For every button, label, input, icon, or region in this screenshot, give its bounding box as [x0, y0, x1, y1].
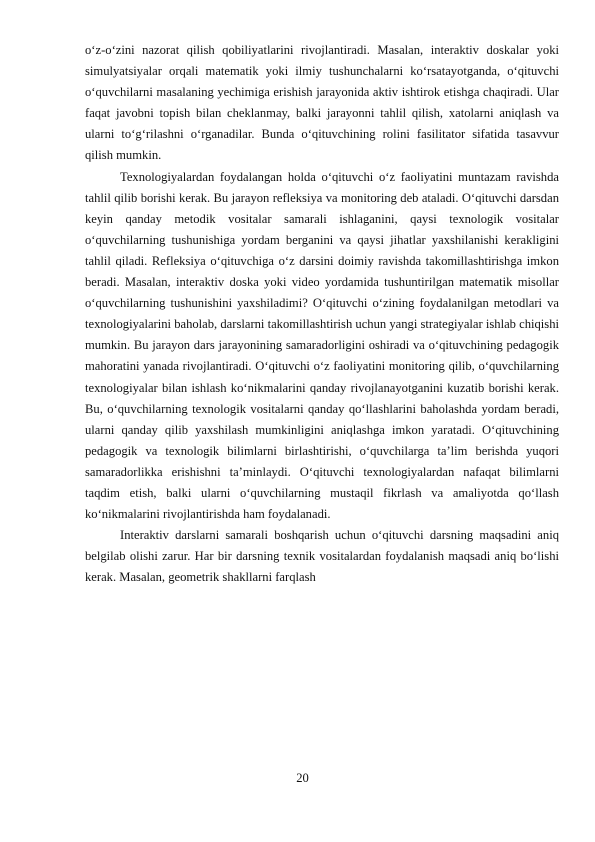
paragraph-continuation: o‘z-o‘zini nazorat qilish qobiliyatlarini rivojlantiradi. Masalan, interaktiv doskalar yoki simulyatsiyalar orqali matematik yoki ilmiy tushunchalarni ko‘rsatayotganda, o‘qituvchi o‘quvchilarni masalaning yechimiga erishish jarayonida aktiv ishtirok etishga chaqiradi. Ular faqat javobni topish bilan cheklanmay, balki jarayonni tahlil qilish, xatolarni aniqlash va ularni to‘g‘rilashni o‘rganadilar. Bunda o‘qituvchining rolini fasilitator sifatida tasavvur qilish mumkin.: [85, 43, 559, 163]
paragraph-interactive-lessons: Interaktiv darslarni samarali boshqarish uchun o‘qituvchi darsning maqsadini aniq belgilab olishi zarur. Har bir darsning texnik vositalardan foydalanish maqsadi aniq bo‘lishi kerak. Masalan, geometrik shakllarni farqlash: [85, 528, 559, 585]
paragraph-reflection-monitoring: Texnologiyalardan foydalangan holda o‘qituvchi o‘z faoliyatini muntazam ravishda tahlil qilib borishi kerak. Bu jarayon refleksiya va monitoring deb ataladi. O‘qituvchi darsdan keyin qanday metodik vositalar samarali ishlaganini, qaysi texnologik vositalar o‘quvchilarning tushunishiga yordam berganini va qaysi jihatlar yaxshilanishi kerakligini tahlil qiladi. Refleksiya o‘qituvchiga o‘z darsini doimiy ravishda takomillashtirishga imkon beradi. Masalan, interaktiv doska yoki video yordamida tushuntirilgan matematik misollar o‘quvchilarning tushunishini yaxshiladimi? O‘qituvchi o‘zining foydalanilgan metodlari va texnologiyalarini baholab, darslarni takomillashtirish uchun yangi strategiyalar ishlab chiqishi mumkin. Bu jarayon dars jarayonining samaradorligini oshiradi va o‘qituvchining pedagogik mahoratini yanada rivojlantiradi. O‘qituvchi o‘z faoliyatini monitoring qilib, o‘quvchilarning texnologiyalar bilan ishlash ko‘nikmalarini qanday rivojlanayotganini kuzatib borishi kerak. Bu, o‘quvchilarning texnologik vositalarni qanday qo‘llashlarini baholashda yordam beradi, ularni qanday qilib yaxshilash mumkinligini aniqlashga imkon yaratadi. O‘qituvchining pedagogik va texnologik bilimlarni birlashtirishi, o‘quvchilarga ta’lim berishda yuqori samaradorlikka erishishni ta’minlaydi. O‘qituvchi texnologiyalardan nafaqat bilimlarni taqdim etish, balki ularni o‘quvchilarning mustaqil fikrlash va amaliyotda qo‘llash ko‘nikmalarini rivojlantirishda ham foydalanadi.: [85, 169, 559, 522]
page-number: 20: [296, 771, 309, 785]
body-text: [85, 40, 559, 588]
